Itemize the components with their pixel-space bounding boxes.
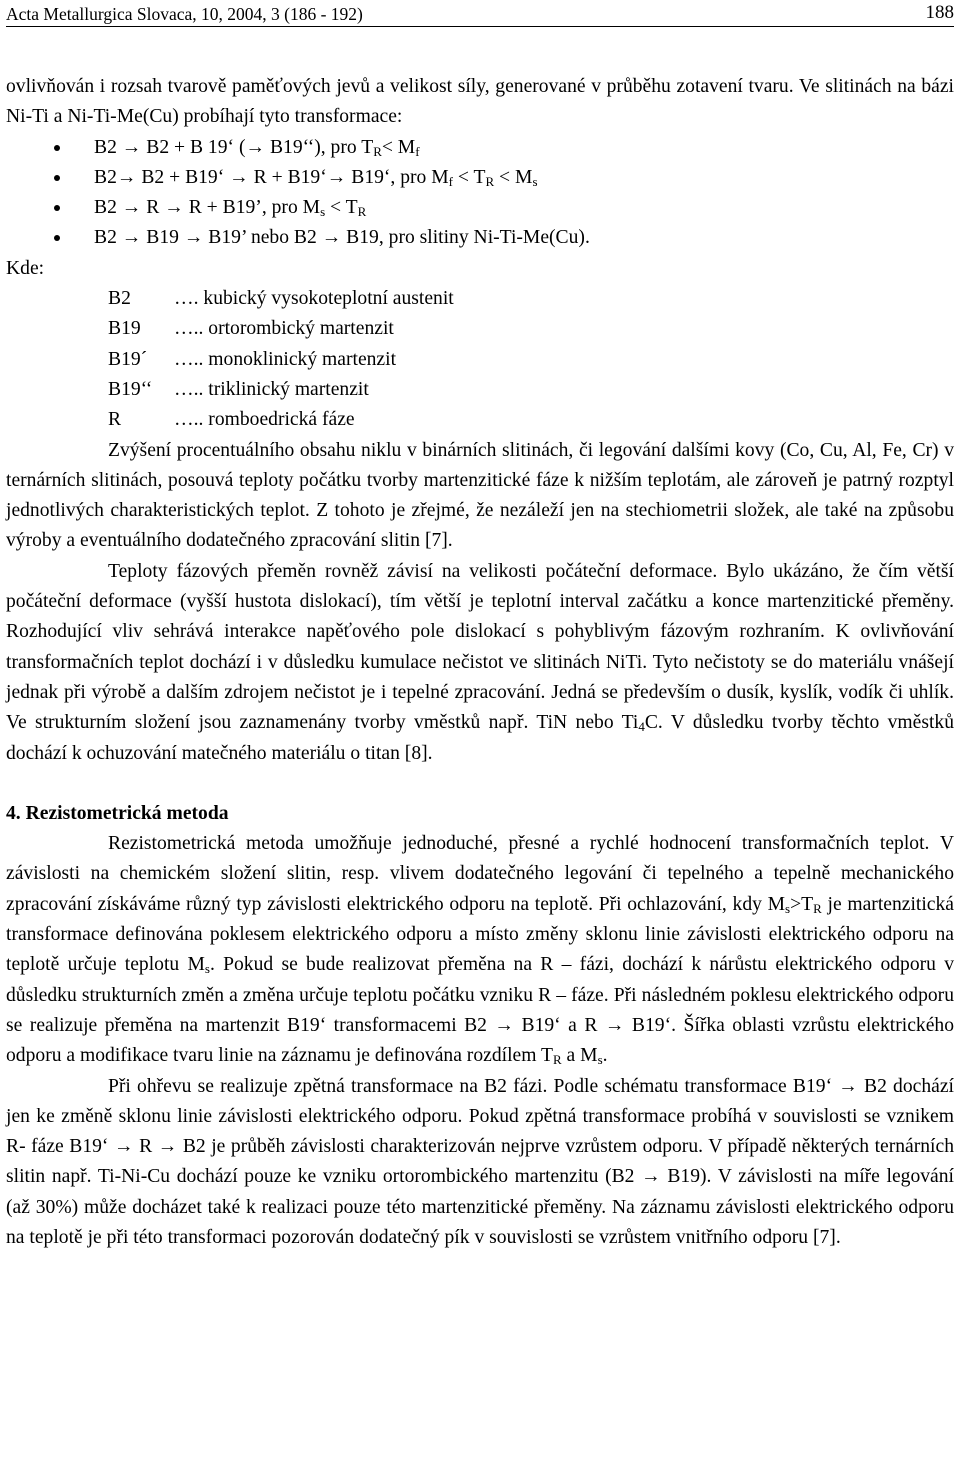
definition-symbol: B19‘‘: [108, 378, 153, 400]
paragraph-heating: Při ohřevu se realizuje zpětná transformace na B2 fázi. Podle schématu transformace B19‘ → B2 dochází jen ke změně sklonu linie závislosti elektrického odporu. Pokud zpětná transformace probíhá v souvislosti se vznikem R- fáze B19‘ → R → B2 je průběh závislosti charakterizován nejprve vzrůstem odporu. V případě některých ternárních slitin např. Ti-Ni-Cu dochází pouze ke vzniku ortorombického martenzitu (B2 → B19). V závislosti na míře legování (až 30%) může docházet také k realizaci pouze této martenzitické přeměny. Na záznamu závislosti elektrického odporu na teplotě je při této transformaci pozorován dodatečný pík v souvislosti se vzrůstem vnitřního odporu [7].: [6, 1075, 954, 1248]
definition-text: ….. romboedrická fáze: [174, 409, 355, 431]
transformation-item: B2 → B19 → B19’ nebo B2 → B19, pro slitiny Ni-Ti-Me(Cu).: [6, 223, 954, 253]
definition-text: …. kubický vysokoteplotní austenit: [174, 288, 454, 310]
definition-text: ….. triklinický martenzit: [174, 378, 369, 400]
article-body: [6, 72, 954, 1253]
paragraph-deformation: Teploty fázových přeměn rovněž závisí na velikosti počáteční deformace. Bylo ukázáno, že čím větší počáteční deformace (vyšší hustota dislokací), tím větší je teplotní interval začátku a konce martenzitické přeměny. Rozhodující vliv sehrává interakce napěťového pole dislokací s pohyblivým fázovým rozhraním. K ovlivňování transformačních teplot dochází i v důsledku kumulace nečistot ve slitinách NiTi. Tyto nečistoty se do materiálu vnášejí jednak při výrobě a dalším zdrojem nečistot je i tepelné zpracování. Jedná se především o dusík, kyslík, vodík či uhlík. Ve strukturním složení jsou zaznamenány tvorby vměstků např. TiN nebo $Ti_4C$. V důsledku tvorby těchto vměstků dochází k ochuzování matečného materiálu o titan [8].: [6, 560, 954, 764]
definition-text: ….. ortorombický martenzit: [174, 318, 394, 340]
section-heading: 4. Rezistometrická metoda: [6, 802, 229, 824]
intro-paragraph: ovlivňován i rozsah tvarově paměťových jevů a velikost síly, generované v průběhu zotavení tvaru. Ve slitinách na bázi Ni-Ti a Ni-Ti-Me(Cu) probíhají tyto transformace:: [6, 76, 954, 128]
page-number: 188: [925, 2, 954, 23]
transformation-item: B2 → R → R + B19’, pro $M_s < T_R$: [6, 193, 954, 223]
definition-text: ….. monoklinický martenzit: [174, 348, 397, 370]
definition-row: [6, 314, 954, 344]
definition-symbol: B19´: [108, 348, 148, 370]
definition-row: [6, 405, 954, 435]
kde-label: Kde:: [6, 257, 45, 279]
transformation-item: B2→ B2 + B19‘ → R + B19‘→ B19‘, pro $M_f < T_R < M_s$: [6, 163, 954, 193]
paragraph-nickel-content: Zvýšení procentuálního obsahu niklu v binárních slitinách, či legování dalšími kovy (Co, Cu, Al, Fe, Cr) v ternárních slitinách, posouvá teploty počátku tvorby martenzitické fáze k nižším teplotám, ale zároveň je patrný rozptyl jednotlivých charakteristických teplot. Z tohoto je zřejmé, že nezáleží jen na stechiometrii složek, ale také na způsobu výroby a eventuálního dodatečného zpracování slitin [7].: [6, 439, 954, 552]
journal-citation: Acta Metallurgica Slovaca, 10, 2004, 3 (186 - 192): [6, 4, 363, 24]
definition-symbol: B2: [108, 288, 131, 310]
definition-row: [6, 284, 954, 314]
definition-symbol: B19: [108, 318, 141, 340]
definition-row: [6, 375, 954, 405]
transformation-item: B2 → B2 + B 19‘ (→ B19‘‘), pro $T_R< M_f$: [6, 133, 954, 163]
definition-symbol: R: [108, 409, 122, 431]
phase-definitions: [6, 284, 954, 435]
paragraph-resistometry: Rezistometrická metoda umožňuje jednoduché, přesné a rychlé hodnocení transformačních teplot. V závislosti na chemickém složení slitin, resp. vlivem dodatečného legování či tepelného a tepelně mechanického zpracování získáváme různý typ závislosti elektrického odporu na teplotě. Při ochlazování, kdy $M_s>T_R$ je martenzitická transformace definována poklesem elektrického odporu a místo změny sklonu linie závislosti elektrického odporu na teplotě určuje teplotu $M_s$. Pokud se bude realizovat přeměna na R – fázi, dochází k nárůstu elektrického odporu v důsledku strukturních změn a změna určuje teplotu počátku vzniku R – fáze. Při následném poklesu elektrického odporu se realizuje přeměna na martenzit B19‘ transformacemi B2 → B19‘ a R → B19‘. Šířka oblasti vzrůstu elektrického odporu a modifikace tvaru linie na záznamu je definována rozdílem $T_R$ a $M_s$.: [6, 833, 955, 1068]
running-header: [6, 0, 954, 27]
transformation-list: [6, 133, 954, 254]
definition-row: [6, 345, 954, 375]
